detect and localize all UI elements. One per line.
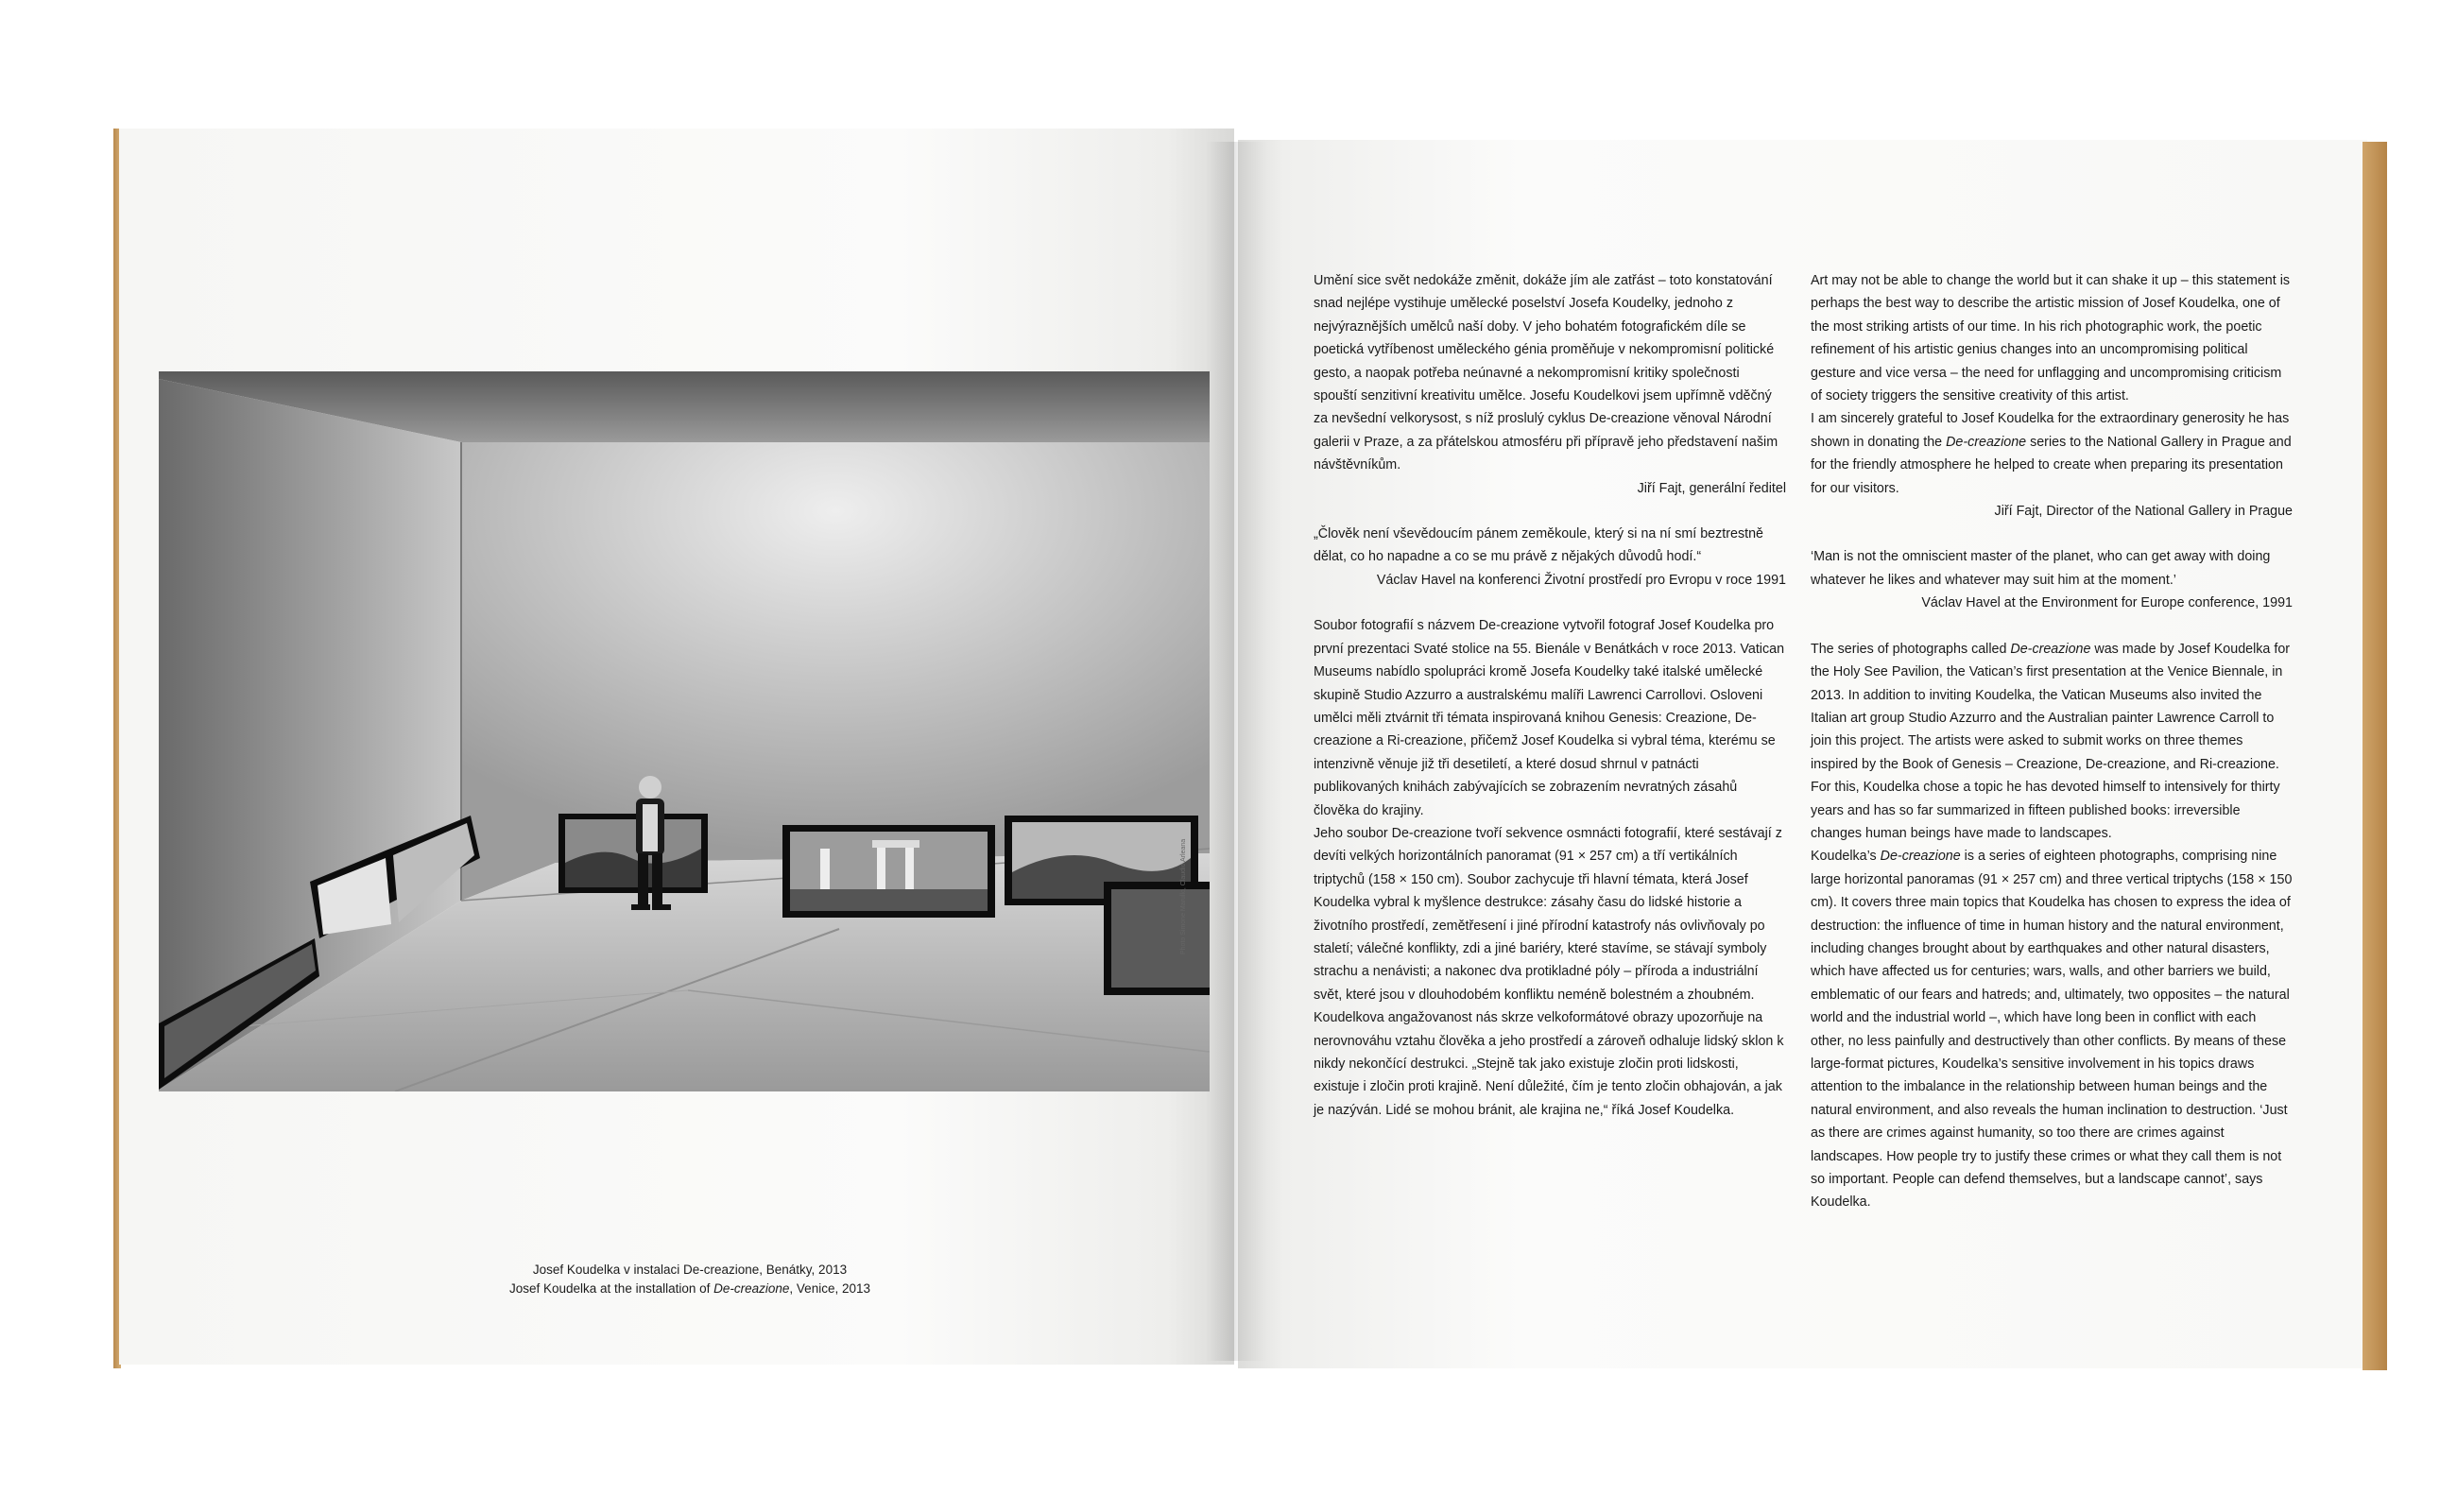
czech-intro: Umění sice svět nedokáže změnit, dokáže jím ale zatřást – toto konstatování snad nejlépe vystihuje umělecké poselství Josefa Koudelky, jednoho z nejvýraznějších umělců naší doby. V jeho bohatém fotografickém díle se poetická vytříbenost uměleckého génia proměňuje v nekompromisní politické gesto, a naopak potřeba neúnavné a nekompromisní kritiky společnosti spouští senzitivní kreativitu umělce. Josefu Koudelkovi jsem upřímně vděčný za nevšední velkorysost, s níž proslulý cyklus De-creazione věnoval Národní galerii v Praze, a za přátelskou atmosféru při přípravě jeho představení našim návštěvníkům. bbox=[1314, 273, 1778, 473]
photo-credit: Photo Simone Marullo, Claudio Arleana bbox=[1180, 838, 1187, 954]
spine-shadow bbox=[1206, 142, 1266, 1361]
cover-edge bbox=[2362, 142, 2387, 1370]
photo-caption bbox=[359, 1261, 1021, 1298]
caption-czech: Josef Koudelka v instalaci De-creazione, Benátky, 2013 bbox=[532, 1263, 848, 1277]
english-quote-attribution: Václav Havel at the Environment for Europe conference, 1991 bbox=[1921, 595, 2293, 611]
czech-quote: „Člověk není vševědoucím pánem zeměkoule, který si na ní smí beztrestně dělat, co ho napadne a co se mu právě z nějakých důvodů hodí.“ bbox=[1314, 526, 1763, 565]
czech-signature: Jiří Fajt, generální ředitel bbox=[1637, 480, 1786, 496]
czech-body-paragraph-1: Soubor fotografií s názvem De-creazione vytvořil fotograf Josef Koudelka pro první prezentaci Svaté stolice na 55. Bienále v Benátkách v roce 2013. Vatican Museums nabídlo spolupráci kromě Josefa Koudelky také italské umělecké skupině Studio Azzurro a australskému malíři Lawrenci Carrollovi. Osloveni umělci měli ztvárnit tři témata inspirovaná knihou Genesis: Creazione, De-creazione a Ri-creazione, přičemž Josef Koudelka si vybral téma, kterému se intenzivně věnuje již tři desetiletí, a které dosud shrnul v patnácti publikovaných knihách zabývajících se zobrazením nevratných zásahů člověka do krajiny. bbox=[1314, 618, 1785, 818]
english-signature: Jiří Fajt, Director of the National Gallery in Prague bbox=[1994, 504, 2293, 520]
english-text-column bbox=[1811, 269, 2293, 1214]
czech-text-column bbox=[1314, 269, 1786, 1122]
english-thanks: I am sincerely grateful to Josef Koudelka for the extraordinary generosity he has shown in donating the De-creazione series to the National Gallery in Prague and for the friendly atmosphere he helped to create when preparing its presentation for our visitors. bbox=[1811, 411, 2292, 496]
czech-quote-attribution: Václav Havel na konferenci Životní prostředí pro Evropu v roce 1991 bbox=[1376, 572, 1786, 588]
gallery-photograph bbox=[159, 371, 1210, 1091]
english-body-paragraph-1: The series of photographs called De-creazione was made by Josef Koudelka for the Holy See Pavilion, the Vatican’s first presentation at the Venice Biennale, in 2013. In addition to inviting Koudelka, the Vatican Museums also invited the Italian art group Studio Azzurro and the Australian painter Lawrence Carroll to join this project. The artists were asked to submit works on three themes inspired by the Book of Genesis – Creazione, De-creazione, and Ri-creazione. For this, Koudelka chose a topic he has devoted himself to intensively for thirty years and has so far summarized in fifteen published books: irreversible changes human beings have made to landscapes. bbox=[1811, 641, 2291, 841]
caption-english: Josef Koudelka at the installation of De-creazione, Venice, 2013 bbox=[508, 1281, 870, 1296]
english-quote: ‘Man is not the omniscient master of the planet, who can get away with doing whatever he likes and whatever may suit him at the moment.’ bbox=[1811, 549, 2271, 588]
english-body-paragraph-2: Koudelka’s De-creazione is a series of eighteen photographs, comprising nine large horizontal panoramas (91 × 257 cm) and three vertical triptychs (158 × 150 cm). It covers three main topics that Koudelka has chosen to express the idea of destruction: the influence of time in human history and the natural environment, including changes brought about by earthquakes and other natural disasters, which have affected us for centuries; wars, walls, and other barriers we build, emblematic of our fears and hatreds; and, ultimately, two opposites – the natural world and the industrial world –, which have long been in conflict with each other, no less painfully and destructively than other conflicts. By means of these large-format pictures, Koudelka’s sensitive involvement in his topics draws attention to the imbalance in the relationship between human beings and the natural environment, and also reveals the human inclination to destruction. ‘Just as there are crimes against humanity, so too there are crimes against landscapes. How people try to justify these crimes or what they call them is not so important. People can defend themselves, but a landscape cannot’, says Koudelka. bbox=[1811, 849, 2293, 1211]
english-intro: Art may not be able to change the world but it can shake it up – this statement is perhaps the best way to describe the artistic mission of Josef Koudelka, one of the most striking artists of our time. In his rich photographic work, the poetic refinement of his artistic genius changes into an uncompromising political gesture and vice versa – the need for unflagging and uncompromising criticism of society triggers the sensitive creativity of this artist. bbox=[1811, 273, 2291, 404]
czech-body-paragraph-2: Jeho soubor De-creazione tvoří sekvence osmnácti fotografií, které sestávají z devíti velkých horizontálních panoramat (91 × 257 cm) a tří vertikálních triptychů (158 × 150 cm). Soubor zachycuje tři hlavní témata, která Josef Koudelka vybral k myšlence destrukce: zásahy času do lidské historie a životního prostředí, zemětřesení i jiné přírodní katastrofy nás ovlivňovaly po staletí; válečné konflikty, zdi a jiné bariéry, které stavíme, se stávají symboly strachu a nenávisti; a nakonec dva protikladné póly – příroda a industriální svět, které jsou v dlouhodobém konfliktu neméně bolestném a zhoubném. Koudelkova angažovanost nás skrze velkoformátové obrazy upozorňuje na nerovnováhu vztahu člověka a jeho prostředí a zároveň odhaluje lidský sklon k nikdy nekončící destrukci. „Stejně tak jako existuje zločin proti lidskosti, existuje i zločin proti krajině. Není důležité, čím je tento zločin obhajován, a jak je nazýván. Lidé se mohou bránit, ale krajina ne,“ říká Josef Koudelka. bbox=[1314, 825, 1784, 1118]
